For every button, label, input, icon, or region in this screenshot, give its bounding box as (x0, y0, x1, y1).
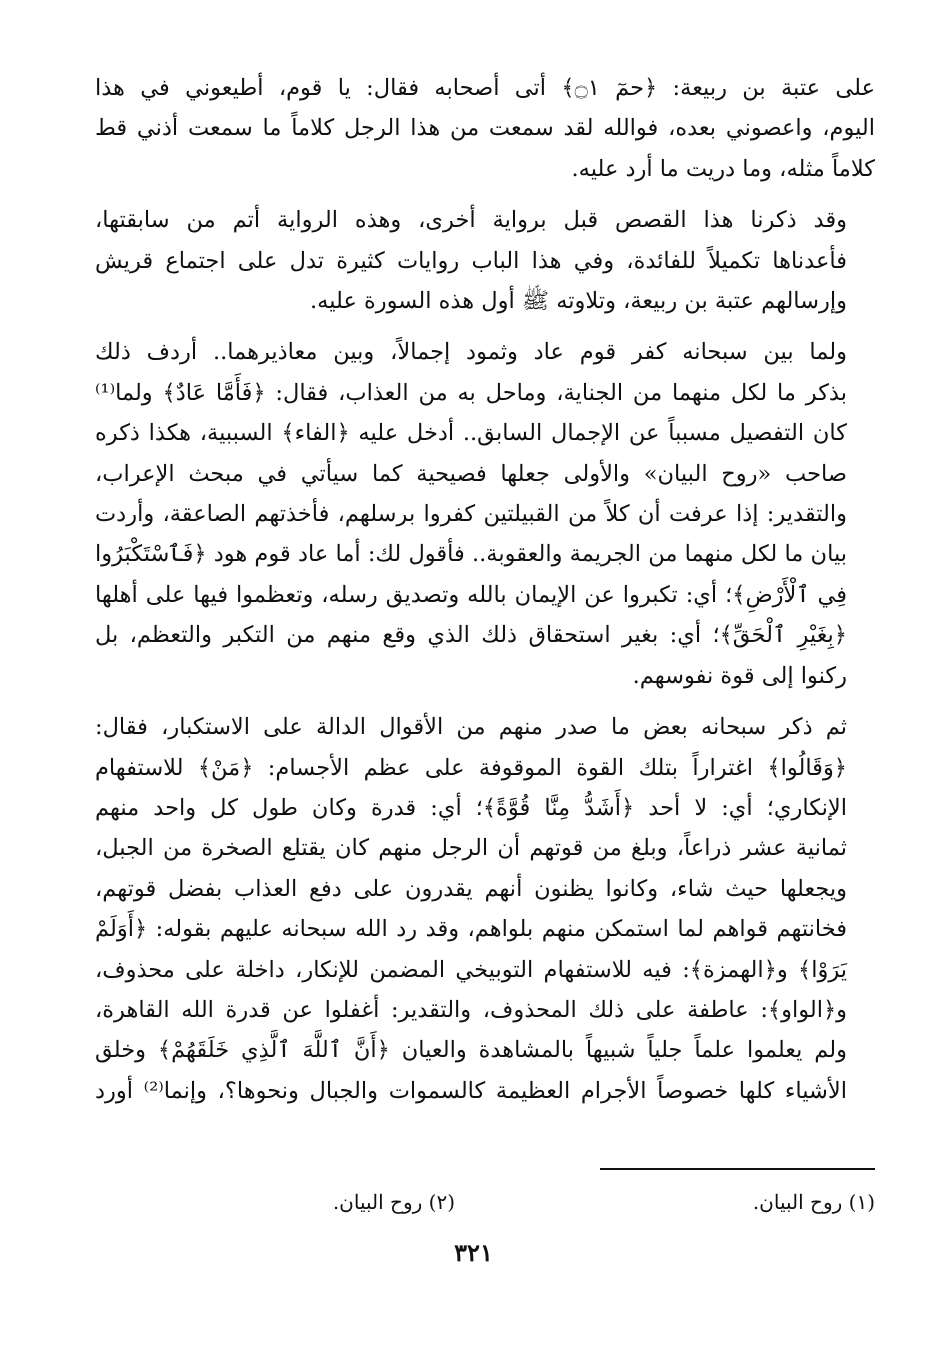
text-line: الإنكاري؛ أي: لا أحد ﴿أَشَدُّ مِنَّا قُوَّةً﴾؛ أي: قدرة وكان طول كل واحد منهم (95, 794, 847, 821)
text-line: فأعدناها تكميلاً للفائدة، وفي هذا الباب روايات كثيرة تدل على اجتماع قريش (95, 247, 847, 274)
text-line: اليوم، واعصوني بعده، فوالله لقد سمعت من هذا الرجل كلاماً ما سمعت أذني قط (95, 115, 875, 142)
paragraph-2 (95, 200, 875, 321)
text-line: كلاماً مثله، وما دريت ما أرد عليه. (571, 155, 875, 182)
footnote-divider (600, 1168, 875, 1170)
page-number: ٣٢١ (454, 1238, 493, 1267)
footnote-1: (١) روح البيان. (752, 1190, 875, 1214)
text-line: ولم يعلموا علماً جلياً شبيهاً بالمشاهدة والعيان ﴿أَنَّ ٱللَّهَ ٱلَّذِي خَلَقَهُمْ﴾ وخلق (95, 1037, 847, 1064)
footnotes (95, 1190, 875, 1224)
text-line: فِي ٱلْأَرْضِ﴾؛ أي: تكبروا عن الإيمان بالله وتصديق رسله، وتعظموا فيها على أهلها (95, 581, 847, 608)
text-line: كان التفصيل مسبباً عن الإجمال السابق.. أدخل عليه ﴿الفاء﴾ السببية، هكذا ذكره (95, 420, 847, 447)
text-line: والتقدير: إذا عرفت أن كلاً من القبيلتين كفروا برسلهم، فأخذتهم الصاعقة، وأردت (95, 501, 847, 528)
text-line: ثمانية عشر ذراعاً، وبلغ من قوتهم أن الرجل منهم كان يقتلع الصخرة من الجبل، (95, 835, 847, 862)
text-line: وقد ذكرنا هذا القصص قبل برواية أخرى، وهذه الرواية أتم من سابقتها، (95, 207, 847, 234)
text-line: على عتبة بن ربيعة: ﴿حمٓ ۝١﴾ أتى أصحابه فقال: يا قوم، أطيعوني في هذا (95, 75, 876, 101)
text-line: بذكر ما لكل منهما من الجناية، وماحل به من العذاب، فقال: ﴿فَأَمَّا عَادٌ﴾ ولما⁽¹⁾ (95, 379, 847, 406)
text-line: ويجعلها حيث شاء، وكانوا يظنون أنهم يقدرون على دفع العذاب بفضل قوتهم، (95, 875, 848, 902)
text-line: و﴿الواو﴾: عاطفة على ذلك المحذوف، والتقدير: أغفلوا عن قدرة الله القاهرة، (95, 996, 847, 1023)
text-line: وإرسالهم عتبة بن ربيعة، وتلاوته ﷺ أول هذه السورة عليه. (309, 288, 847, 315)
paragraph-3 (95, 332, 875, 696)
text-line: ركنوا إلى قوة نفوسهم. (632, 662, 847, 689)
text-line: فخانتهم قواهم لما استمكن منهم بلواهم، وقد رد الله سبحانه عليهم بقوله: ﴿أَوَلَمْ (95, 916, 847, 943)
paragraph-4 (95, 707, 875, 1111)
text-line: ﴿وَقَالُوا﴾ اغتراراً بتلك القوة الموقوفة على عظم الأجسام: ﴿مَنْ﴾ للاستفهام (95, 754, 847, 781)
text-line: ولما بين سبحانه كفر قوم عاد وثمود إجمالاً، وبين معاذيرهما.. أردف ذلك (95, 339, 847, 366)
text-line: ثم ذكر سبحانه بعض ما صدر منهم من الأقوال الدالة على الاستكبار، فقال: (95, 714, 847, 741)
text-line: صاحب «روح البيان» والأولى جعلها فصيحية كما سيأتي في مبحث الإعراب، (95, 460, 847, 487)
text-line: ﴿بِغَيْرِ ٱلْحَقِّ﴾؛ أي: بغير استحقاق ذلك الذي وقع منهم من التكبر والتعظم، بل (95, 622, 847, 649)
body-text (95, 68, 875, 1122)
paragraph-1 (95, 68, 875, 189)
text-line: بيان ما لكل منهما من الجريمة والعقوبة.. فأقول لك: أما عاد قوم هود ﴿فَٱسْتَكْبَرُوا (95, 541, 847, 568)
text-line: الأشياء كلها خصوصاً الأجرام العظيمة كالسموات والجبال ونحوها؟، وإنما⁽²⁾ أورد (95, 1077, 847, 1104)
text-line: يَرَوْا﴾ و﴿الهمزة﴾: فيه للاستفهام التوبيخي المضمن للإنكار، داخلة على محذوف، (95, 956, 847, 983)
footnote-2: (٢) روح البيان. (332, 1190, 455, 1214)
